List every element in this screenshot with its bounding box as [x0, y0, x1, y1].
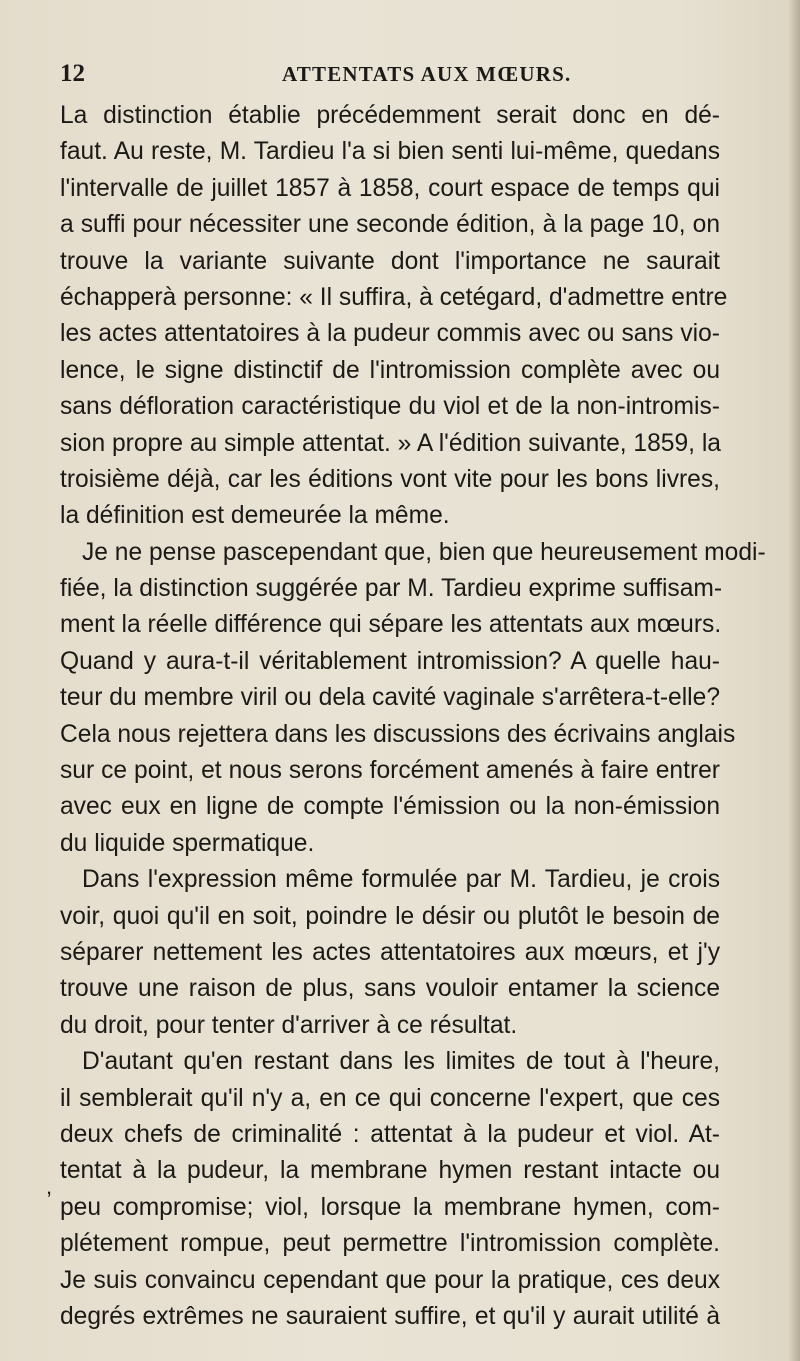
text-line: degrés extrêmes ne sauraient suffire, et qu'il y aurait utilité à	[60, 1302, 720, 1330]
text-line: Je suis convaincu cependant que pour la pratique, ces deux	[60, 1266, 720, 1294]
text-line: l'intervalle de juillet 1857 à 1858, court espace de temps qui	[60, 174, 720, 202]
text-line: Je ne pense pascependant que, bien que heureusement modi-	[82, 538, 766, 566]
text-line: ment la réelle différence qui sépare les attentats aux mœurs.	[60, 611, 722, 639]
text-line: trouve la variante suivante dont l'importance ne saurait	[60, 247, 720, 275]
text-line: tentat à la pudeur, la membrane hymen restant intacte ou	[60, 1157, 720, 1185]
text-line: peu compromise; viol, lorsque la membrane hymen, com-	[60, 1193, 720, 1221]
text-line: Quand y aura-t-il véritablement intromission? A quelle hau-	[60, 647, 720, 675]
text-line: lence, le signe distinctif de l'intromission complète avec ou	[60, 356, 720, 384]
text-line: sion propre au simple attentat. » A l'édition suivante, 1859, la	[60, 429, 721, 457]
text-line: Dans l'expression même formulée par M. Tardieu, je crois	[82, 866, 720, 894]
text-line: sans défloration caractéristique du viol et de la non-intromis-	[60, 393, 720, 421]
body-text	[60, 98, 766, 1335]
text-line: sur ce point, et nous serons forcément amenés à faire entrer	[60, 757, 720, 785]
text-line: teur du membre viril ou dela cavité vaginale s'arrêtera-t-elle?	[60, 684, 720, 712]
text-line: a suffi pour nécessiter une seconde édition, à la page 10, on	[60, 211, 720, 239]
text-line: les actes attentatoires à la pudeur commis avec ou sans vio-	[60, 320, 720, 348]
text-line: du liquide spermatique.	[60, 829, 315, 857]
text-line: la définition est demeurée la même.	[60, 502, 450, 530]
page-number: 12	[60, 60, 85, 87]
text-line: Cela nous rejettera dans les discussions des écrivains anglais	[60, 720, 736, 748]
text-line: trouve une raison de plus, sans vouloir entamer la science	[60, 975, 720, 1003]
page-edge-shadow	[788, 0, 800, 1361]
text-line: troisième déjà, car les éditions vont vite pour les bons livres,	[60, 465, 720, 493]
text-line: fiée, la distinction suggérée par M. Tardieu exprime suffisam-	[60, 575, 723, 603]
text-line: D'autant qu'en restant dans les limites de tout à l'heure,	[82, 1048, 720, 1076]
text-line: La distinction établie précédemment serait donc en dé-	[60, 102, 720, 129]
page-header	[60, 60, 720, 90]
running-title: ATTENTATS AUX MŒURS.	[282, 62, 572, 86]
text-line: avec eux en ligne de compte l'émission ou la non-émission	[60, 793, 720, 821]
text-line: échapperà personne: « Il suffira, à cetégard, d'admettre entre	[60, 283, 728, 311]
margin-mark: ,	[46, 1174, 53, 1199]
text-line: deux chefs de criminalité : attentat à la pudeur et viol. At-	[60, 1120, 720, 1148]
text-line: voir, quoi qu'il en soit, poindre le désir ou plutôt le besoin de	[60, 902, 720, 930]
text-line: faut. Au reste, M. Tardieu l'a si bien senti lui-même, quedans	[60, 138, 720, 166]
text-line: il semblerait qu'il n'y a, en ce qui concerne l'expert, que ces	[60, 1084, 720, 1112]
text-line: plétement rompue, peut permettre l'intromission complète.	[60, 1230, 720, 1258]
text-line: séparer nettement les actes attentatoires aux mœurs, et j'y	[60, 938, 720, 966]
text-line: du droit, pour tenter d'arriver à ce résultat.	[60, 1011, 518, 1039]
